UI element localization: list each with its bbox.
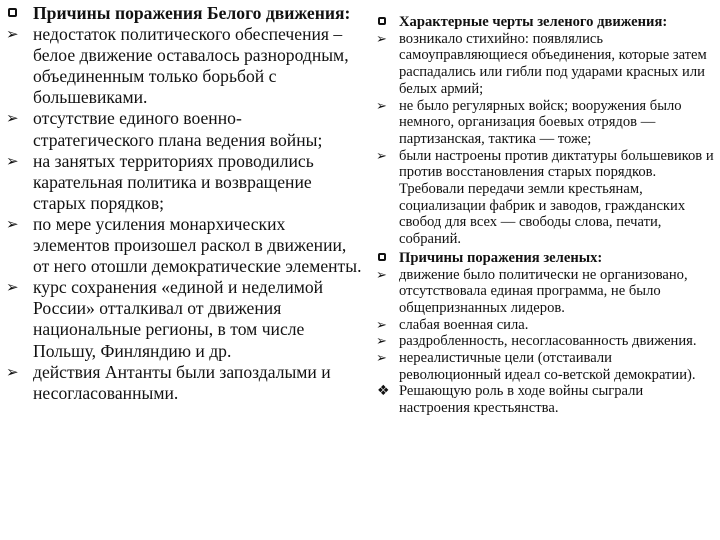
right-item-text: слабая военная сила.	[399, 316, 529, 333]
left-list-item	[0, 108, 362, 150]
right-item-text: раздробленность, несогласованность движения.	[399, 333, 697, 350]
arrow-bullet-icon: ➢	[6, 151, 19, 170]
left-item-text: по мере усиления монархических элементов произошел раскол в движении, от него отошли демократические элементы.	[33, 213, 362, 277]
right-item-text: движение было политически не организовано, отсутствовала единая программа, не было общепризнанных лидеров.	[399, 266, 688, 316]
square-bullet-icon	[8, 8, 17, 17]
right-heading2: Причины поражения зеленых:	[399, 249, 603, 266]
right-heading2-block	[366, 250, 716, 267]
arrow-bullet-icon: ➢	[6, 214, 19, 233]
arrow-bullet-icon: ➢	[6, 109, 19, 128]
left-heading: Причины поражения Белого движения:	[33, 3, 351, 23]
right-list-item	[366, 31, 716, 98]
right-list-item	[366, 98, 716, 148]
diamond-bullet-icon: ❖	[377, 383, 390, 400]
right-list-item	[366, 333, 716, 350]
left-list-item	[0, 362, 362, 404]
left-item-text: недостаток политического обеспечения – белое движение оставалось разнородным, объединенным только борьбой с большевиками.	[33, 24, 349, 108]
left-column	[0, 0, 362, 404]
arrow-bullet-icon: ➢	[6, 278, 19, 297]
left-item-text: действия Антанты были запоздалыми и несогласованными.	[33, 361, 331, 403]
right-list-item	[366, 350, 716, 383]
right-list-item	[366, 267, 716, 317]
arrow-bullet-icon: ➢	[376, 267, 387, 283]
left-item-text: на занятых территориях проводились карательная политика и возвращение старых порядков;	[33, 150, 314, 213]
arrow-bullet-icon: ➢	[376, 148, 387, 164]
arrow-bullet-icon: ➢	[376, 317, 387, 333]
right-item-text: нереалистичные цели (отстаивали революционный идеал со-ветской демократии).	[399, 350, 696, 383]
left-list-item	[0, 151, 362, 214]
left-item-text: отсутствие единого военно-стратегического плана ведения войны;	[33, 108, 323, 150]
arrow-bullet-icon: ➢	[376, 351, 387, 367]
right-list-item	[366, 148, 716, 248]
arrow-bullet-icon: ➢	[376, 31, 387, 47]
left-list-item	[0, 214, 362, 277]
arrow-bullet-icon: ➢	[376, 334, 387, 350]
right-item-text: возникало стихийно: появлялись самоуправляющиеся объединения, которые затем распадались или гибли под ударами красных или белых армий;	[399, 30, 707, 97]
arrow-bullet-icon: ➢	[6, 362, 19, 381]
arrow-bullet-icon: ➢	[376, 98, 387, 114]
left-list-item	[0, 277, 362, 361]
right-final-note	[366, 383, 716, 416]
right-heading1: Характерные черты зеленого движения:	[399, 14, 668, 30]
left-list-item	[0, 24, 362, 108]
left-heading-block	[0, 3, 362, 24]
right-item-text: не было регулярных войск; вооружения было немного, организация боевых отрядов — партизанская, тактика — тоже;	[399, 97, 682, 147]
square-bullet-icon	[378, 253, 386, 261]
right-column	[366, 0, 716, 417]
right-list-item	[366, 317, 716, 334]
final-note-text: Решающую роль в ходе войны сыграли настроения крестьянства.	[399, 383, 644, 417]
square-bullet-icon	[378, 17, 386, 25]
right-heading1-block	[366, 14, 716, 31]
right-item-text: были настроены против диктатуры большевиков и против восстановления старых порядков. Требовали передачи земли крестьянам, социализации фабрик и заводов, гражданских свобод для всех — свободы слова, печати, собраний.	[399, 147, 714, 248]
arrow-bullet-icon: ➢	[6, 25, 19, 44]
left-item-text: курс сохранения «единой и неделимой России» отталкивал от движения национальные регионы, в том числе Польшу, Финляндию и др.	[33, 277, 324, 361]
